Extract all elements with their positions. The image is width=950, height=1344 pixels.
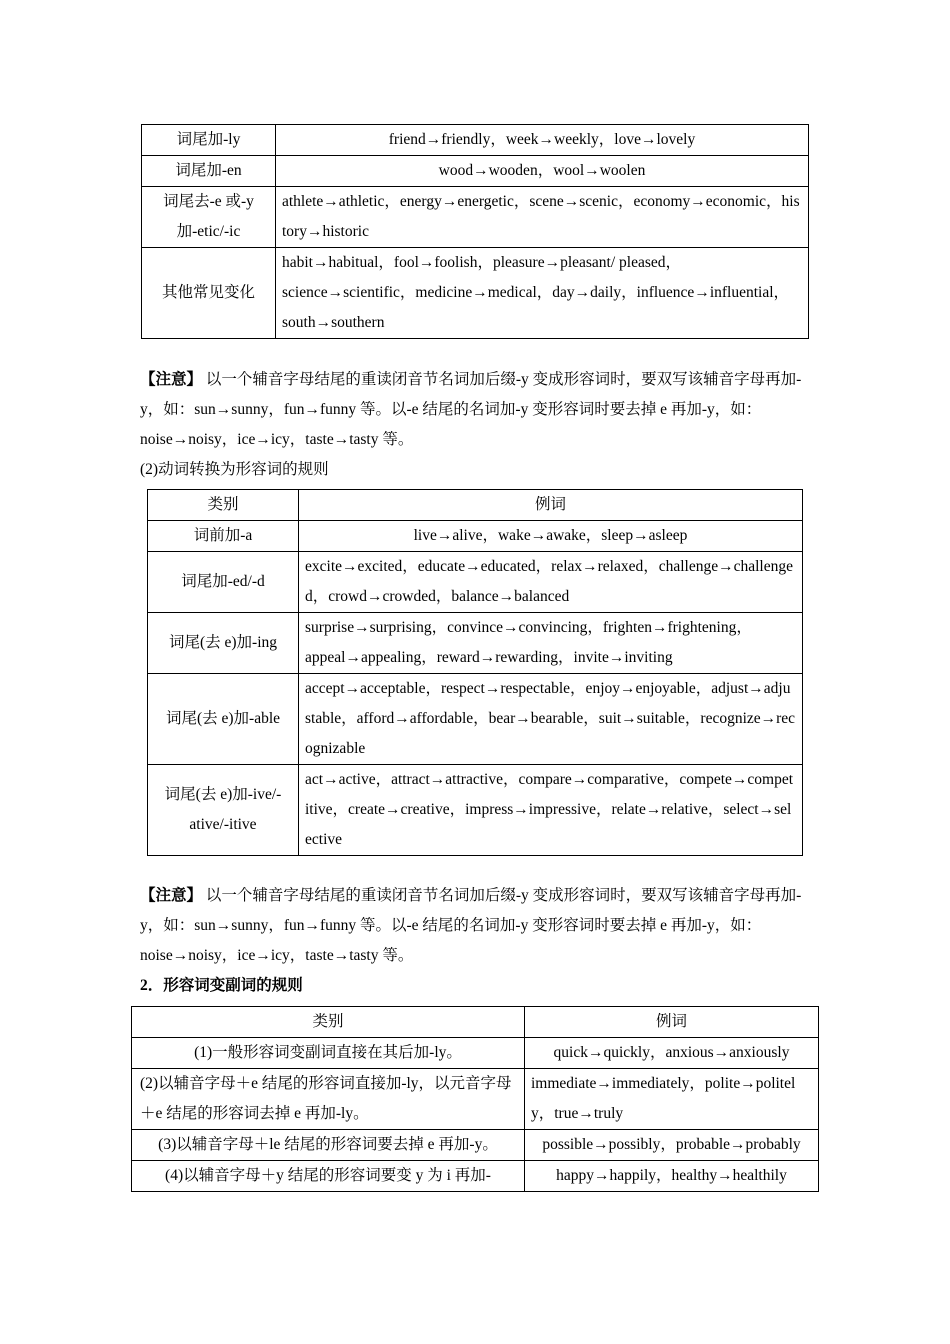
examples-cell: possible→possibly，probable→probably: [525, 1130, 819, 1161]
examples-cell: immediate→immediately，polite→politely，true→truly: [525, 1069, 819, 1130]
table-header-row: [148, 490, 803, 521]
table-row: [132, 1069, 819, 1130]
category-cell: 其他常见变化: [142, 248, 276, 339]
note-text: 以一个辅音字母结尾的重读闭音节名词加后缀-y 变成形容词时，要双写该辅音字母再加-y，如：sun→sunny，fun→funny 等。以-e 结尾的名词加-y 变形容词时要去掉 e 再加-y，如：noise→noisy，ice→icy，taste→tasty 等。: [140, 887, 802, 964]
examples-cell: live→alive，wake→awake，sleep→asleep: [299, 521, 803, 552]
table-row: [148, 552, 803, 613]
table-row: [142, 125, 809, 156]
category-cell: 词尾加-ed/-d: [148, 552, 299, 613]
category-cell: 词尾加-ly: [142, 125, 276, 156]
table-row: [132, 1130, 819, 1161]
category-cell: (3)以辅音字母＋le 结尾的形容词要去掉 e 再加-y。: [132, 1130, 525, 1161]
table-row: [142, 248, 809, 339]
examples-cell: happy→happily，healthy→healthily: [525, 1161, 819, 1192]
table-row: [148, 765, 803, 856]
column-header: 例词: [525, 1007, 819, 1038]
section-title: (2)动词转换为形容词的规则: [140, 461, 329, 478]
adverb-table: [131, 1006, 819, 1192]
examples-cell: habit→habitual，fool→foolish，pleasure→pleasant/ pleased，science→scientific，medicine→medical，day→daily，influence→influential，south→southern: [276, 248, 809, 339]
table-row: [132, 1161, 819, 1192]
examples-cell: wood→wooden，wool→woolen: [276, 156, 809, 187]
examples-cell: excite→excited，educate→educated，relax→relaxed，challenge→challenged，crowd→crowded，balance→balanced: [299, 552, 803, 613]
category-cell: 词尾(去 e)加-ive/-ative/-itive: [148, 765, 299, 856]
category-cell: 词尾加-en: [142, 156, 276, 187]
note-text: 以一个辅音字母结尾的重读闭音节名词加后缀-y 变成形容词时，要双写该辅音字母再加-y，如：sun→sunny，fun→funny 等。以-e 结尾的名词加-y 变形容词时要去掉 e 再加-y，如：noise→noisy，ice→icy，taste→tasty 等。: [140, 371, 802, 448]
examples-cell: surprise→surprising，convince→convincing，frighten→frightening，appeal→appealing，reward→rewarding，invite→inviting: [299, 613, 803, 674]
note-label: 【注意】: [140, 887, 203, 904]
category-cell: (4)以辅音字母＋y 结尾的形容词要变 y 为 i 再加-: [132, 1161, 525, 1192]
table-row: [132, 1038, 819, 1069]
table-header-row: [132, 1007, 819, 1038]
table-row: [148, 521, 803, 552]
examples-cell: accept→acceptable，respect→respectable，enjoy→enjoyable，adjust→adjustable，afford→affordable，bear→bearable，suit→suitable，recognize→recognizable: [299, 674, 803, 765]
note-paragraph: [140, 881, 810, 971]
column-header: 类别: [148, 490, 299, 521]
category-cell: 词前加-a: [148, 521, 299, 552]
column-header: 例词: [299, 490, 803, 521]
examples-cell: athlete→athletic，energy→energetic，scene→scenic，economy→economic，history→historic: [276, 187, 809, 248]
category-cell: 词尾(去 e)加-able: [148, 674, 299, 765]
examples-cell: act→active，attract→attractive，compare→comparative，compete→competitive，create→creative，impress→impressive，relate→relative，select→selective: [299, 765, 803, 856]
category-cell: 词尾去-e 或-y 加-etic/-ic: [142, 187, 276, 248]
note-paragraph: [140, 365, 810, 455]
category-cell: 词尾(去 e)加-ing: [148, 613, 299, 674]
adjective-table-verb: [147, 489, 803, 856]
section-title: 2．形容词变副词的规则: [140, 977, 303, 994]
examples-cell: friend→friendly，week→weekly，love→lovely: [276, 125, 809, 156]
category-cell: (1)一般形容词变副词直接在其后加-ly。: [132, 1038, 525, 1069]
table-row: [142, 156, 809, 187]
examples-cell: quick→quickly，anxious→anxiously: [525, 1038, 819, 1069]
column-header: 类别: [132, 1007, 525, 1038]
table-row: [148, 613, 803, 674]
note-label: 【注意】: [140, 371, 203, 388]
adjective-table-noun: [141, 124, 809, 339]
table-row: [142, 187, 809, 248]
table-row: [148, 674, 803, 765]
category-cell: (2)以辅音字母＋e 结尾的形容词直接加-ly，以元音字母＋e 结尾的形容词去掉 e 再加-ly。: [132, 1069, 525, 1130]
